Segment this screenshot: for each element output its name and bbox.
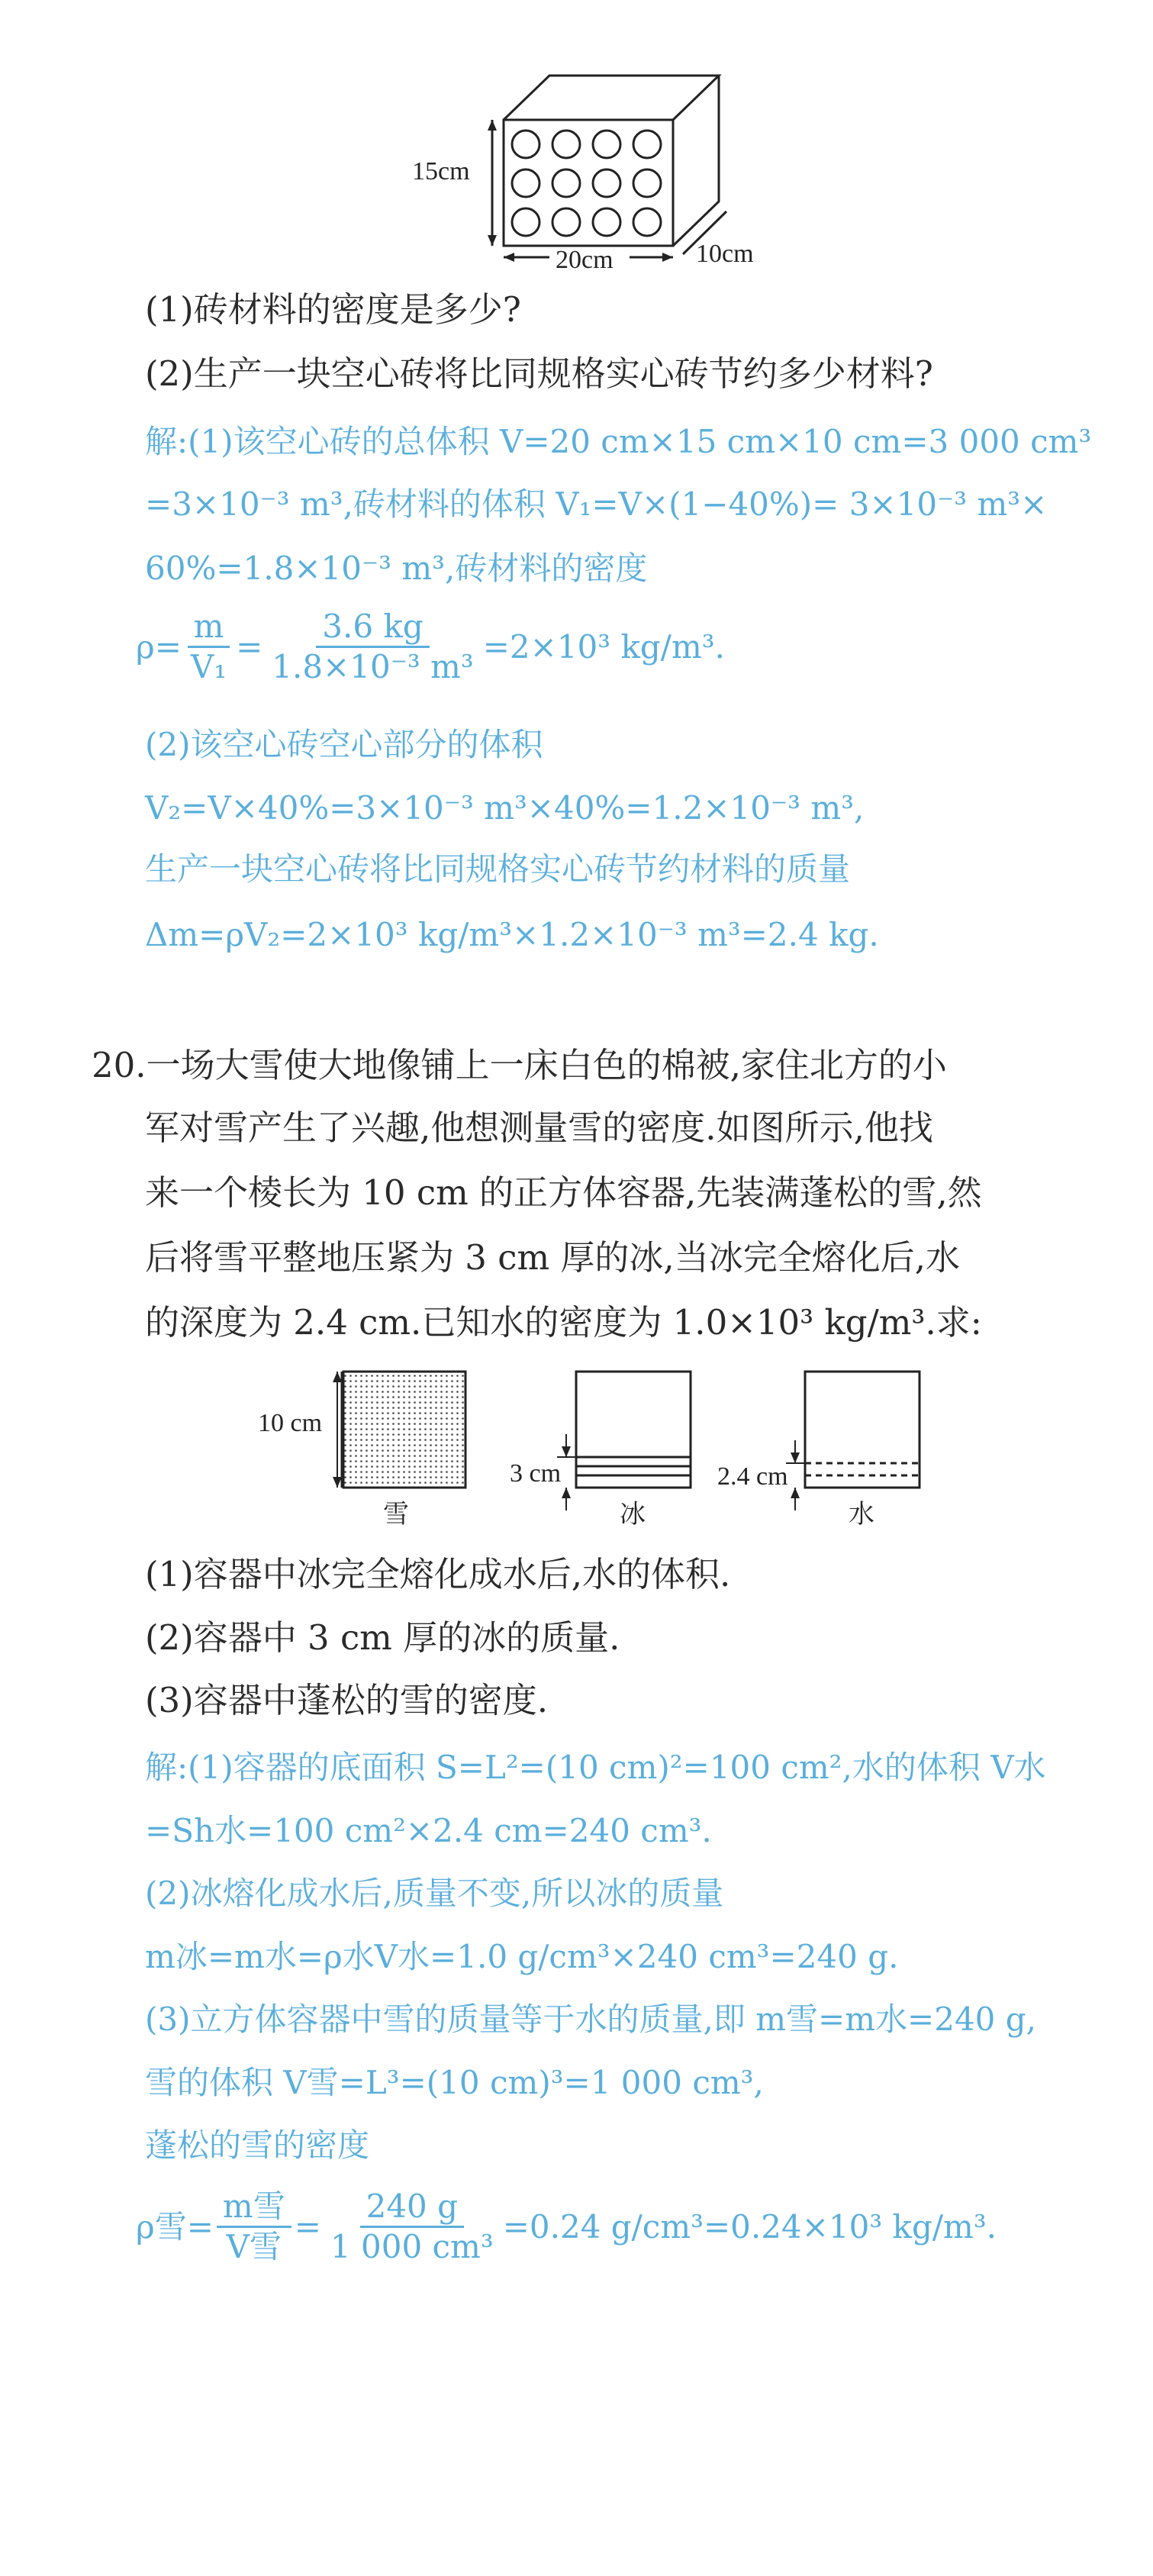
fraction-m-over-v1 [185, 608, 233, 685]
q19-ans2-line2: V₂=V×40%=3×10⁻³ m³×40%=1.2×10⁻³ m³, [145, 789, 865, 827]
q20-stem-line3: 来一个棱长为 10 cm 的正方体容器,先装满蓬松的雪,然 [145, 1172, 982, 1213]
q20-ans3-line3: 蓬松的雪的密度 [145, 2126, 370, 2164]
q19-ans1-line2: =3×10⁻³ m³,砖材料的体积 V₁=V×(1−40%)= 3×10⁻³ m³× [145, 485, 1048, 523]
snow-height-label: 10 cm [258, 1409, 323, 1437]
hollow-brick-figure [412, 65, 778, 279]
frac-numerator: 240 g [360, 2191, 464, 2228]
frac-denominator: 1 000 cm³ [330, 2228, 494, 2265]
frac-numerator: 3.6 kg [316, 611, 429, 648]
fraction-values [266, 608, 479, 685]
rho-result: =2×10³ kg/m³. [482, 627, 725, 666]
rho-snow-result: =0.24 g/cm³=0.24×10³ kg/m³. [502, 2207, 997, 2246]
q20-stem-line4: 后将雪平整地压紧为 3 cm 厚的冰,当冰完全熔化后,水 [145, 1237, 961, 1278]
snow-caption: 雪 [383, 1501, 409, 1529]
q20-stem-line1: 20.一场大雪使大地像铺上一床白色的棉被,家住北方的小 [92, 1045, 947, 1085]
q20-part2: (2)容器中 3 cm 厚的冰的质量. [145, 1617, 620, 1658]
frac-denominator: V雪 [226, 2228, 282, 2265]
ice-caption: 冰 [620, 1501, 646, 1529]
q19-density-formula [136, 608, 725, 685]
q20-ans1-line2: =Sh水=100 cm²×2.4 cm=240 cm³. [145, 1812, 712, 1849]
q19-ans1-line3: 60%=1.8×10⁻³ m³,砖材料的密度 [145, 550, 648, 587]
snow-ice-water-figure [252, 1362, 954, 1538]
frac-denominator: 1.8×10⁻³ m³ [272, 648, 474, 685]
q19-ans2-line4: Δm=ρV₂=2×10³ kg/m³×1.2×10⁻³ m³=2.4 kg. [145, 916, 879, 953]
ice-container [557, 1372, 691, 1510]
q19-ans1-line1: 解:(1)该空心砖的总体积 V=20 cm×15 cm×10 cm=3 000 cm³ [145, 423, 1092, 460]
frac-numerator: m [188, 611, 230, 648]
q20-snow-density-formula [136, 2188, 997, 2265]
ice-height-label: 3 cm [510, 1459, 562, 1488]
brick-height-label: 15cm [412, 157, 470, 185]
rho-snow-lhs: ρ雪= [136, 2207, 214, 2246]
q20-ans3-line2: 雪的体积 V雪=L³=(10 cm)³=1 000 cm³, [145, 2064, 764, 2101]
q19-ans2-line1: (2)该空心砖空心部分的体积 [145, 726, 543, 763]
snow-container [333, 1372, 465, 1488]
q19-part1: (1)砖材料的密度是多少? [145, 289, 521, 330]
brick-depth-label: 10cm [696, 240, 754, 268]
q20-part1: (1)容器中冰完全熔化成水后,水的体积. [145, 1554, 731, 1594]
water-caption: 水 [849, 1501, 874, 1529]
q20-stem-line5: 的深度为 2.4 cm.已知水的密度为 1.0×10³ kg/m³.求: [145, 1302, 982, 1343]
q20-ans2-line2: m冰=m水=ρ水V水=1.0 g/cm³×240 cm³=240 g. [145, 1938, 899, 1975]
q20-ans3-line1: (3)立方体容器中雪的质量等于水的质量,即 m雪=m水=240 g, [145, 2001, 1036, 2038]
q20-ans1-line1: 解:(1)容器的底面积 S=L²=(10 cm)²=100 cm²,水的体积 V水 [145, 1749, 1046, 1786]
water-container [786, 1372, 920, 1510]
fraction-m-over-v [217, 2188, 291, 2265]
equals-sign: = [294, 2207, 321, 2246]
equals-sign: = [236, 627, 263, 666]
water-height-label: 2.4 cm [717, 1462, 788, 1491]
brick-width-label: 20cm [556, 246, 614, 274]
q20-stem-line2: 军对雪产生了兴趣,他想测量雪的密度.如图所示,他找 [145, 1107, 933, 1148]
q20-ans2-line1: (2)冰熔化成水后,质量不变,所以冰的质量 [145, 1875, 724, 1912]
rho-lhs: ρ= [136, 627, 182, 666]
frac-numerator: m雪 [217, 2191, 291, 2228]
fraction-values [324, 2188, 500, 2265]
q19-ans2-line3: 生产一块空心砖将比同规格实心砖节约材料的质量 [145, 850, 851, 888]
q20-part3: (3)容器中蓬松的雪的密度. [145, 1680, 549, 1720]
q19-part2: (2)生产一块空心砖将比同规格实心砖节约多少材料? [145, 353, 933, 394]
frac-denominator: V₁ [190, 648, 227, 685]
